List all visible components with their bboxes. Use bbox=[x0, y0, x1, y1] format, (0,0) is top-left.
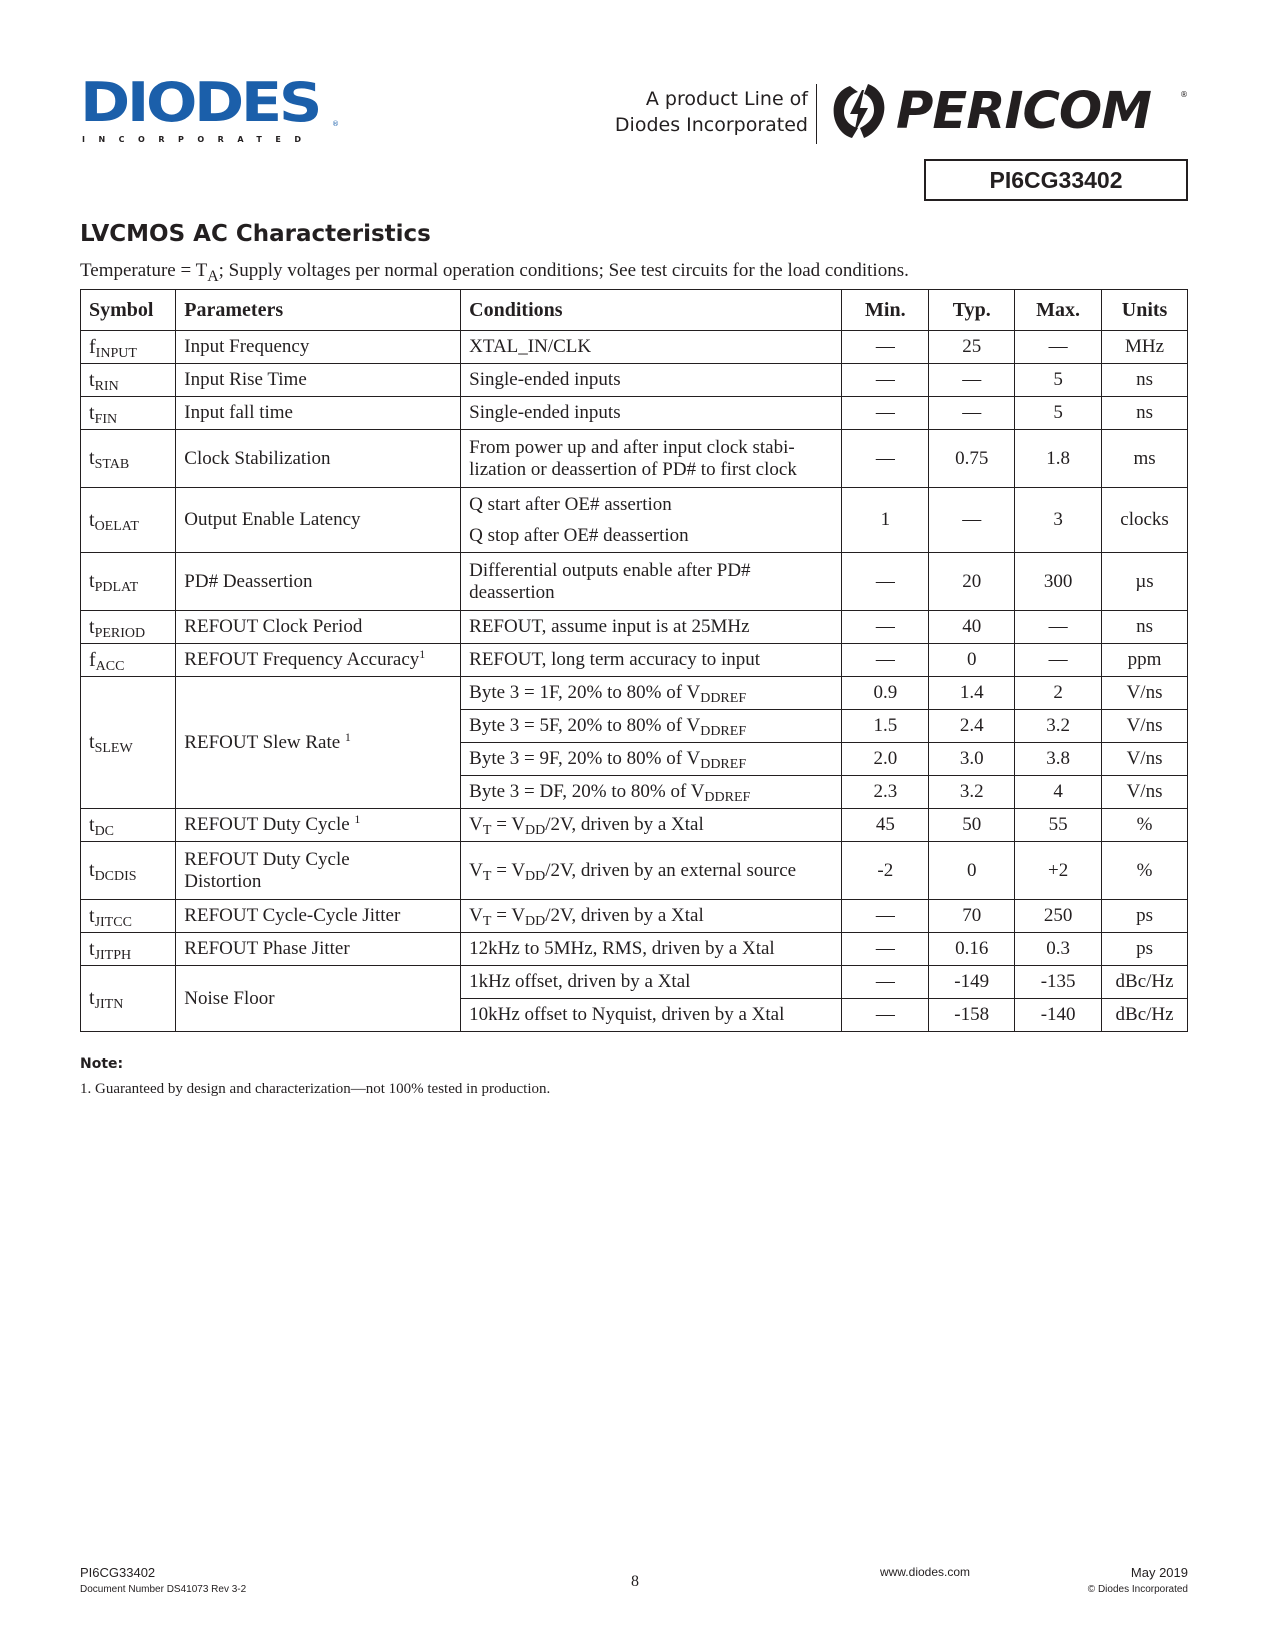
min-cell: — bbox=[842, 331, 929, 364]
symbol-cell: $f_{ACC}$ bbox=[81, 644, 176, 677]
typ-cell: -149 bbox=[929, 966, 1015, 999]
part-number-box: PI6CG33402 bbox=[924, 159, 1188, 201]
header-min: Min. bbox=[842, 290, 929, 331]
condition-line: Q stop after OE# deassertion bbox=[469, 525, 689, 546]
condition-cell: Byte 3 = 1F, 20% to 80% of $V_{DDREF}$ bbox=[461, 677, 842, 710]
max-cell: 5 bbox=[1015, 397, 1102, 430]
pericom-logo-wordmark: PERICOM bbox=[896, 82, 1151, 141]
condition-cell: $V_T = V_{DD}/2V$, driven by a Xtal bbox=[461, 900, 842, 933]
symbol-cell: $t_{STAB}$ bbox=[81, 430, 176, 488]
max-cell: 3.2 bbox=[1015, 710, 1102, 743]
parameter-cell: REFOUT Cycle-Cycle Jitter bbox=[176, 900, 461, 933]
pericom-logo-icon bbox=[828, 80, 890, 142]
min-cell: 2.3 bbox=[842, 776, 929, 809]
min-cell: -2 bbox=[842, 842, 929, 900]
parameter-cell: PD# Deassertion bbox=[176, 553, 461, 611]
max-cell: 250 bbox=[1015, 900, 1102, 933]
header-parameters: Parameters bbox=[176, 290, 461, 331]
units-cell: V/ns bbox=[1102, 776, 1188, 809]
condition-cell: Single-ended inputs bbox=[461, 364, 842, 397]
condition-cell: 12kHz to 5MHz, RMS, driven by a Xtal bbox=[461, 933, 842, 966]
max-cell: 3 bbox=[1015, 488, 1102, 553]
max-cell: +2 bbox=[1015, 842, 1102, 900]
footnote-ref: 1 bbox=[344, 729, 351, 744]
max-cell: 300 bbox=[1015, 553, 1102, 611]
table-row bbox=[81, 900, 1188, 933]
min-cell: — bbox=[842, 999, 929, 1032]
header-conditions: Conditions bbox=[461, 290, 842, 331]
subtitle-prefix: Temperature = T bbox=[80, 260, 208, 281]
header-divider bbox=[816, 84, 817, 144]
symbol-cell: $t_{SLEW}$ bbox=[81, 677, 176, 809]
condition-line: Q start after OE# assertion bbox=[469, 494, 672, 515]
product-line-text-2: Diodes Incorporated bbox=[614, 114, 808, 136]
subtitle-suffix: ; Supply voltages per normal operation conditions; See test circuits for the load conditions. bbox=[218, 260, 909, 281]
condition-cell: Byte 3 = DF, 20% to 80% of $V_{DDREF}$ bbox=[461, 776, 842, 809]
condition-cell: XTAL_IN/CLK bbox=[461, 331, 842, 364]
typ-cell: — bbox=[929, 488, 1015, 553]
symbol-cell: $f_{INPUT}$ bbox=[81, 331, 176, 364]
max-cell: -135 bbox=[1015, 966, 1102, 999]
registered-mark: ® bbox=[332, 120, 339, 128]
units-cell: dBc/Hz bbox=[1102, 999, 1188, 1032]
units-cell: ms bbox=[1102, 430, 1188, 488]
ac-characteristics-table bbox=[80, 289, 1188, 1032]
condition-cell: REFOUT, assume input is at 25MHz bbox=[461, 611, 842, 644]
units-cell: ns bbox=[1102, 611, 1188, 644]
footer-website-link[interactable]: www.diodes.com bbox=[879, 1565, 971, 1579]
units-cell: ns bbox=[1102, 397, 1188, 430]
condition-cell: From power up and after input clock stabi-lization or deassertion of PD# to first clock bbox=[461, 430, 842, 488]
parameter-cell: Output Enable Latency bbox=[176, 488, 461, 553]
diodes-logo bbox=[80, 71, 340, 148]
typ-cell: 2.4 bbox=[929, 710, 1015, 743]
parameter-cell: Input Frequency bbox=[176, 331, 461, 364]
symbol-cell: $t_{PERIOD}$ bbox=[81, 611, 176, 644]
typ-cell: — bbox=[929, 397, 1015, 430]
min-cell: — bbox=[842, 644, 929, 677]
header-typ: Typ. bbox=[929, 290, 1015, 331]
parameter-cell: REFOUT Frequency Accuracy$^1$ bbox=[176, 644, 461, 677]
units-cell: ps bbox=[1102, 933, 1188, 966]
typ-cell: 0 bbox=[929, 644, 1015, 677]
footnote-ref: 1 bbox=[419, 647, 426, 661]
diodes-logo-subtitle: INCORPORATED bbox=[82, 135, 315, 144]
max-cell: — bbox=[1015, 331, 1102, 364]
product-line-caption bbox=[560, 86, 808, 138]
note-title: Note: bbox=[80, 1056, 124, 1072]
units-cell: V/ns bbox=[1102, 677, 1188, 710]
parameter-cell: Clock Stabilization bbox=[176, 430, 461, 488]
footer-document-number: Document Number DS41073 Rev 3-2 bbox=[80, 1584, 247, 1595]
table-row bbox=[81, 644, 1188, 677]
min-cell: — bbox=[842, 611, 929, 644]
units-cell: % bbox=[1102, 842, 1188, 900]
symbol-cell: $t_{DCDIS}$ bbox=[81, 842, 176, 900]
condition-cell: Byte 3 = 9F, 20% to 80% of $V_{DDREF}$ bbox=[461, 743, 842, 776]
typ-cell: 40 bbox=[929, 611, 1015, 644]
condition-cell: $V_T = V_{DD}/2V$, driven by a Xtal bbox=[461, 809, 842, 842]
typ-cell: 0.16 bbox=[929, 933, 1015, 966]
parameter-cell: REFOUT Slew Rate $^1$ bbox=[176, 677, 461, 809]
table-row bbox=[81, 933, 1188, 966]
max-cell: — bbox=[1015, 644, 1102, 677]
header-units: Units bbox=[1102, 290, 1188, 331]
symbol-cell: $t_{FIN}$ bbox=[81, 397, 176, 430]
max-cell: 55 bbox=[1015, 809, 1102, 842]
symbol-cell: $t_{OELAT}$ bbox=[81, 488, 176, 553]
typ-cell: 1.4 bbox=[929, 677, 1015, 710]
condition-cell: 1kHz offset, driven by a Xtal bbox=[461, 966, 842, 999]
min-cell: — bbox=[842, 933, 929, 966]
min-cell: — bbox=[842, 900, 929, 933]
typ-cell: 25 bbox=[929, 331, 1015, 364]
max-cell: 1.8 bbox=[1015, 430, 1102, 488]
symbol-cell: $t_{JITN}$ bbox=[81, 966, 176, 1032]
footer-copyright: © Diodes Incorporated bbox=[1087, 1584, 1188, 1595]
table-row bbox=[81, 842, 1188, 900]
parameter-cell: REFOUT Clock Period bbox=[176, 611, 461, 644]
symbol-cell: $t_{PDLAT}$ bbox=[81, 553, 176, 611]
symbol-cell: $t_{JITCC}$ bbox=[81, 900, 176, 933]
min-cell: — bbox=[842, 553, 929, 611]
condition-cell: Differential outputs enable after PD# deassertion bbox=[461, 553, 842, 611]
header-symbol: Symbol bbox=[81, 290, 176, 331]
typ-cell: 50 bbox=[929, 809, 1015, 842]
pericom-registered-mark: ® bbox=[1180, 90, 1188, 99]
footnote-ref: 1 bbox=[354, 812, 361, 826]
units-cell: ns bbox=[1102, 364, 1188, 397]
footer-part-number: PI6CG33402 bbox=[80, 1565, 156, 1580]
table-header-row bbox=[81, 290, 1188, 331]
max-cell: -140 bbox=[1015, 999, 1102, 1032]
condition-cell: Byte 3 = 5F, 20% to 80% of $V_{DDREF}$ bbox=[461, 710, 842, 743]
condition-cell bbox=[461, 488, 842, 553]
table-row bbox=[81, 553, 1188, 611]
min-cell: — bbox=[842, 966, 929, 999]
table-row bbox=[81, 488, 1188, 553]
symbol-cell: $t_{DC}$ bbox=[81, 809, 176, 842]
parameter-cell: REFOUT Phase Jitter bbox=[176, 933, 461, 966]
max-cell: 4 bbox=[1015, 776, 1102, 809]
units-cell: V/ns bbox=[1102, 743, 1188, 776]
parameter-cell: REFOUT Duty Cycle $^1$ bbox=[176, 809, 461, 842]
units-cell: ppm bbox=[1102, 644, 1188, 677]
min-cell: — bbox=[842, 364, 929, 397]
typ-cell: 3.0 bbox=[929, 743, 1015, 776]
units-cell: dBc/Hz bbox=[1102, 966, 1188, 999]
typ-cell: -158 bbox=[929, 999, 1015, 1032]
units-cell: clocks bbox=[1102, 488, 1188, 553]
footer-date: May 2019 bbox=[1130, 1565, 1188, 1580]
typ-cell: 0 bbox=[929, 842, 1015, 900]
parameter-cell: REFOUT Duty Cycle Distortion bbox=[176, 842, 461, 900]
table-row bbox=[81, 611, 1188, 644]
table-row bbox=[81, 677, 1188, 710]
footer-page-number: 8 bbox=[631, 1573, 639, 1590]
section-title: LVCMOS AC Characteristics bbox=[80, 221, 431, 247]
min-cell: 0.9 bbox=[842, 677, 929, 710]
symbol-cell: $t_{JITPH}$ bbox=[81, 933, 176, 966]
typ-cell: 0.75 bbox=[929, 430, 1015, 488]
typ-cell: — bbox=[929, 364, 1015, 397]
min-cell: 1.5 bbox=[842, 710, 929, 743]
typ-cell: 70 bbox=[929, 900, 1015, 933]
product-line-text-1: A product Line of bbox=[645, 88, 808, 110]
table-row bbox=[81, 809, 1188, 842]
table-row bbox=[81, 331, 1188, 364]
condition-cell: 10kHz offset to Nyquist, driven by a Xtal bbox=[461, 999, 842, 1032]
units-cell: MHz bbox=[1102, 331, 1188, 364]
note-item: 1. Guaranteed by design and characterization—not 100% tested in production. bbox=[80, 1081, 551, 1097]
units-cell: ps bbox=[1102, 900, 1188, 933]
units-cell: V/ns bbox=[1102, 710, 1188, 743]
min-cell: — bbox=[842, 430, 929, 488]
typ-cell: 20 bbox=[929, 553, 1015, 611]
max-cell: — bbox=[1015, 611, 1102, 644]
min-cell: 1 bbox=[842, 488, 929, 553]
typ-cell: 3.2 bbox=[929, 776, 1015, 809]
min-cell: 2.0 bbox=[842, 743, 929, 776]
table-row bbox=[81, 397, 1188, 430]
parameter-cell: Input Rise Time bbox=[176, 364, 461, 397]
header-max: Max. bbox=[1015, 290, 1102, 331]
symbol-cell: $t_{RIN}$ bbox=[81, 364, 176, 397]
parameter-cell: Input fall time bbox=[176, 397, 461, 430]
min-cell: 45 bbox=[842, 809, 929, 842]
table-subtitle bbox=[80, 260, 909, 286]
subtitle-sub: A bbox=[207, 267, 219, 285]
max-cell: 2 bbox=[1015, 677, 1102, 710]
diodes-logo-wordmark: DIODES bbox=[80, 71, 320, 134]
table-row bbox=[81, 430, 1188, 488]
units-cell: µs bbox=[1102, 553, 1188, 611]
max-cell: 5 bbox=[1015, 364, 1102, 397]
min-cell: — bbox=[842, 397, 929, 430]
table-row bbox=[81, 966, 1188, 999]
condition-cell: $V_T = V_{DD}/2V$, driven by an external source bbox=[461, 842, 842, 900]
units-cell: % bbox=[1102, 809, 1188, 842]
max-cell: 3.8 bbox=[1015, 743, 1102, 776]
parameter-cell: Noise Floor bbox=[176, 966, 461, 1032]
max-cell: 0.3 bbox=[1015, 933, 1102, 966]
table-row bbox=[81, 364, 1188, 397]
condition-cell: Single-ended inputs bbox=[461, 397, 842, 430]
condition-cell: REFOUT, long term accuracy to input bbox=[461, 644, 842, 677]
